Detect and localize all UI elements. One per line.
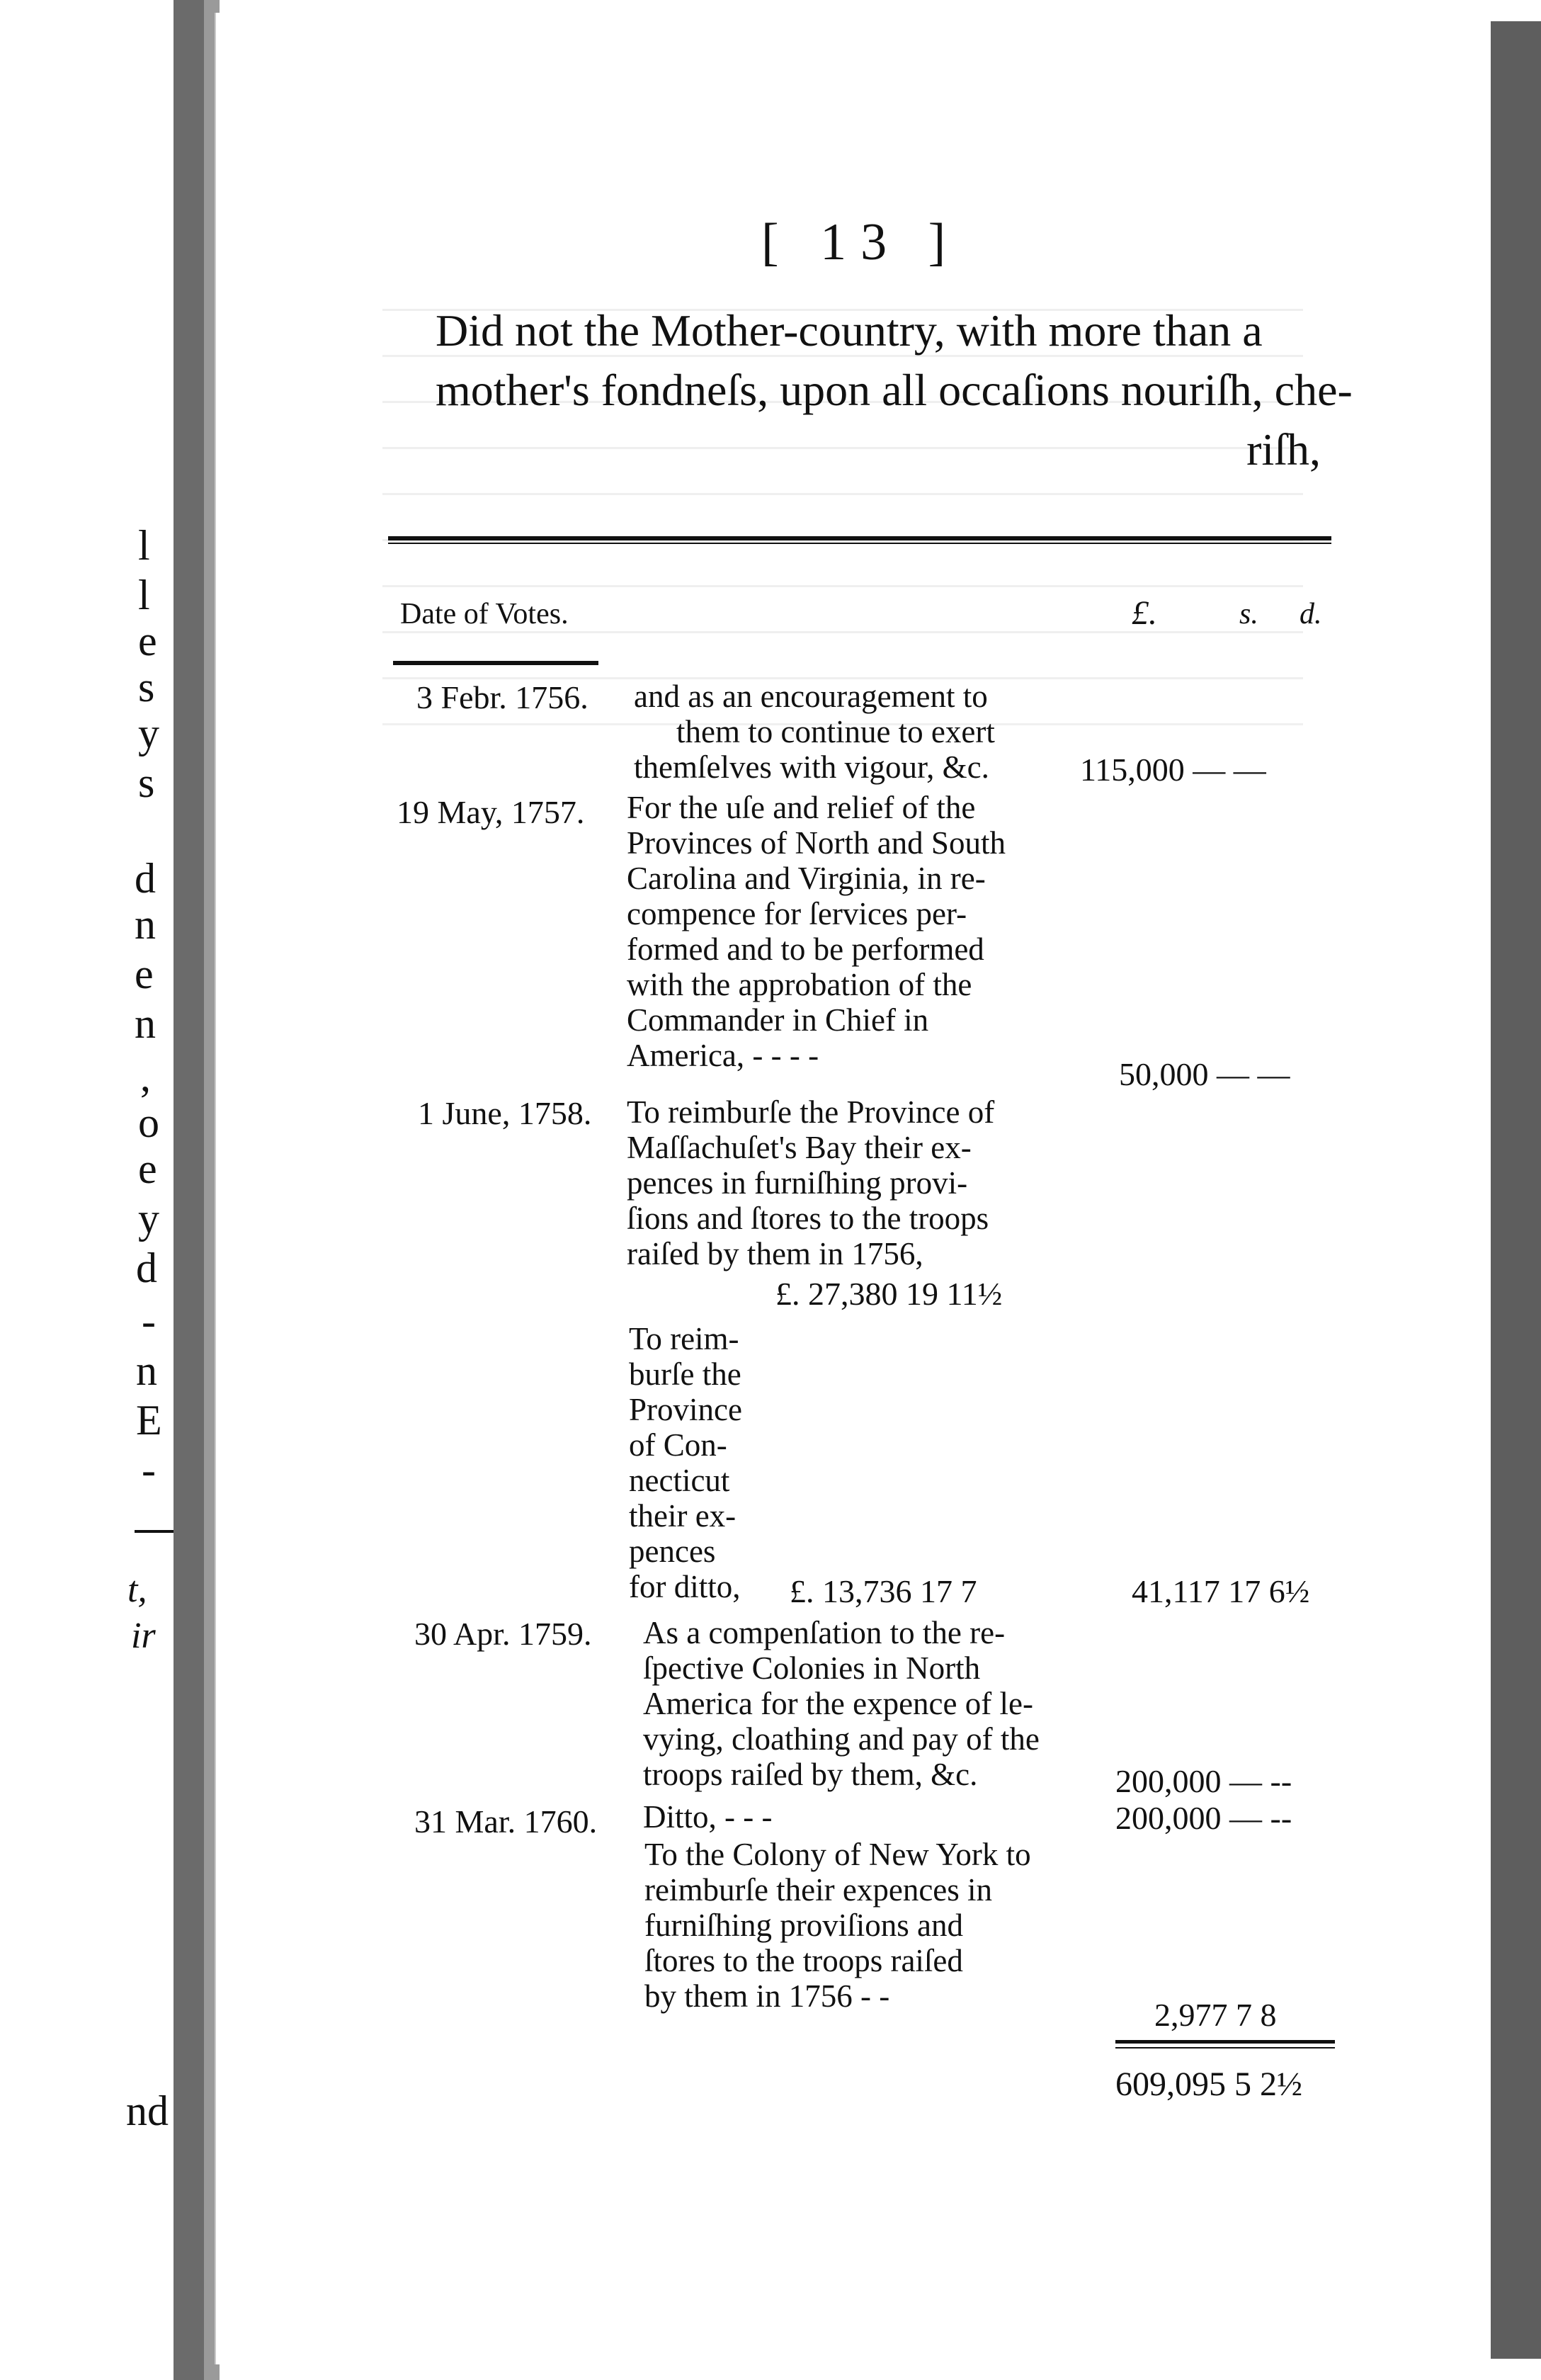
vote-date: 1 June, 1758. bbox=[418, 1095, 592, 1131]
header-shillings: s. bbox=[1239, 598, 1258, 630]
fragment: y bbox=[138, 710, 159, 756]
vote-description: As a compenſation to the re- ſpective Colonies in North America for the expence of le- vying, cloathing and pay of the troops raiſed by them, &c. bbox=[643, 1615, 1040, 1792]
page-number: [ 13 ] bbox=[761, 213, 960, 271]
fragment: s bbox=[138, 664, 155, 710]
vote-amount: 41,117 17 6½ bbox=[1132, 1573, 1310, 1609]
vote-amount: 50,000 — — bbox=[1119, 1056, 1290, 1092]
fragment: ir bbox=[131, 1616, 156, 1656]
total-rule bbox=[1115, 2040, 1335, 2044]
vote-amount: 200,000 — -- bbox=[1115, 1800, 1292, 1836]
fragment: - bbox=[142, 1446, 156, 1493]
vote-date: 31 Mar. 1760. bbox=[414, 1803, 598, 1840]
vote-date: 3 Febr. 1756. bbox=[416, 679, 588, 715]
vote-description: and as an encouragement to them to continue to exert themſelves with vigour, &c. bbox=[634, 679, 995, 785]
fragment: e bbox=[138, 1145, 157, 1192]
header-pounds: £. bbox=[1132, 594, 1157, 632]
vote-subtotal: £. 13,736 17 7 bbox=[790, 1573, 977, 1609]
fragment-rule bbox=[135, 1530, 174, 1533]
vote-description: To reim- burſe the Province of Con- necticut their ex- pences for ditto, bbox=[629, 1321, 742, 1604]
page-heading bbox=[436, 301, 1353, 480]
vote-subtotal: £. 27,380 19 11½ bbox=[775, 1276, 1003, 1312]
fragment: e bbox=[135, 951, 154, 997]
fragment: t, bbox=[127, 1570, 147, 1610]
fragment: l bbox=[138, 572, 150, 618]
fragment: nd bbox=[126, 2087, 169, 2134]
heading-line: mother's fondneſs, upon all occaſions nouriſh, che- bbox=[436, 365, 1353, 415]
vote-description: To reimburſe the Province of Maſſachuſet's Bay their ex- pences in furniſhing provi- ſions and ſtores to the troops raiſed by them in 1756, bbox=[627, 1094, 995, 1271]
vote-description: Ditto, - - - bbox=[643, 1799, 773, 1835]
fragment: s bbox=[138, 759, 155, 806]
vote-amount: 200,000 — -- bbox=[1115, 1763, 1292, 1799]
fragment: l bbox=[138, 522, 150, 569]
fragment: y bbox=[138, 1195, 159, 1242]
vote-date: 19 May, 1757. bbox=[397, 794, 585, 830]
vote-description: To the Colony of New York to reimburſe their expences in furniſhing proviſions and ſtores to the troops raiſed by them in 1756 - - bbox=[644, 1837, 1031, 2014]
fragment: n bbox=[135, 901, 156, 948]
header-date-of-votes: Date of Votes. bbox=[400, 598, 569, 630]
total-rule-thin bbox=[1115, 2047, 1335, 2048]
header-pence: d. bbox=[1300, 598, 1322, 630]
heading-line: Did not the Mother-country, with more than a bbox=[436, 305, 1263, 356]
fragment: d bbox=[135, 855, 156, 902]
heading-line: riſh, bbox=[1246, 424, 1321, 475]
fragment: d bbox=[136, 1245, 157, 1291]
grand-total: 609,095 5 2½ bbox=[1115, 2066, 1302, 2103]
vote-amount: 115,000 — — bbox=[1080, 752, 1266, 788]
fragment: e bbox=[138, 618, 157, 664]
top-rule-thin bbox=[388, 543, 1331, 544]
fragment: n bbox=[135, 1000, 156, 1047]
fragment: - bbox=[142, 1298, 156, 1344]
vote-date: 30 Apr. 1759. bbox=[414, 1616, 592, 1652]
header-rule bbox=[393, 661, 598, 665]
vote-description: For the uſe and relief of the Provinces of North and South Carolina and Virginia, in re- compence for ſervices per- formed and to be performed with the approbation of the Commander in Chief in America, - - - - bbox=[627, 790, 1006, 1073]
fragment: E bbox=[136, 1397, 162, 1444]
book-fore-edge bbox=[1489, 21, 1541, 2359]
fragment: ‚ bbox=[138, 1053, 152, 1100]
fragment: n bbox=[136, 1347, 157, 1394]
fragment: o bbox=[138, 1099, 159, 1146]
vote-amount: 2,977 7 8 bbox=[1154, 1997, 1277, 2033]
top-rule bbox=[388, 536, 1331, 540]
facing-page-fragment bbox=[0, 0, 174, 2380]
